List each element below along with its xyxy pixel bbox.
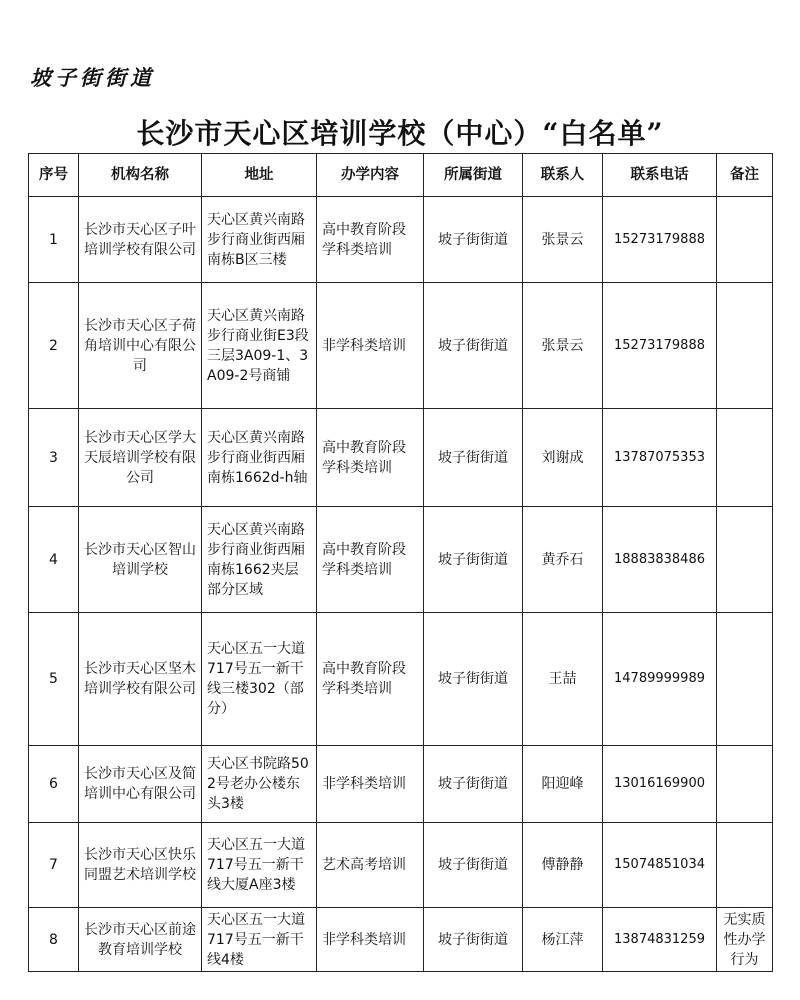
cell-note bbox=[717, 823, 773, 908]
cell-name: 长沙市天心区智山培训学校 bbox=[79, 507, 202, 613]
table-row bbox=[29, 823, 773, 908]
whitelist-table bbox=[28, 153, 773, 972]
cell-address: 天心区黄兴南路步行商业街E3段三层3A09-1、3A09-2号商铺 bbox=[202, 283, 317, 409]
handwritten-street-name: 坡子街街道 bbox=[30, 65, 155, 90]
cell-name: 长沙市天心区快乐同盟艺术培训学校 bbox=[79, 823, 202, 908]
cell-street: 坡子街街道 bbox=[424, 283, 523, 409]
header-row bbox=[29, 154, 773, 197]
cell-street: 坡子街街道 bbox=[424, 823, 523, 908]
table-row bbox=[29, 507, 773, 613]
cell-street: 坡子街街道 bbox=[424, 908, 523, 972]
table-row bbox=[29, 197, 773, 283]
cell-content: 非学科类培训 bbox=[317, 283, 424, 409]
cell-address: 天心区黄兴南路步行商业街西厢南栋1662d-h轴 bbox=[202, 409, 317, 507]
cell-note bbox=[717, 746, 773, 823]
cell-no: 8 bbox=[29, 908, 79, 972]
document-title: 长沙市天心区培训学校（中心）“白名单” bbox=[136, 117, 664, 150]
cell-name: 长沙市天心区坚木培训学校有限公司 bbox=[79, 613, 202, 746]
cell-phone: 15273179888 bbox=[603, 283, 717, 409]
col-header-contact: 联系人 bbox=[523, 154, 603, 197]
cell-phone: 13787075353 bbox=[603, 409, 717, 507]
cell-street: 坡子街街道 bbox=[424, 197, 523, 283]
col-header-content: 办学内容 bbox=[317, 154, 424, 197]
cell-address: 天心区五一大道717号五一新干线大厦A座3楼 bbox=[202, 823, 317, 908]
cell-contact: 刘谢成 bbox=[523, 409, 603, 507]
col-header-name: 机构名称 bbox=[79, 154, 202, 197]
cell-street: 坡子街街道 bbox=[424, 507, 523, 613]
table-row bbox=[29, 908, 773, 972]
cell-name: 长沙市天心区学大天辰培训学校有限公司 bbox=[79, 409, 202, 507]
cell-content: 高中教育阶段学科类培训 bbox=[317, 409, 424, 507]
col-header-address: 地址 bbox=[202, 154, 317, 197]
cell-content: 艺术高考培训 bbox=[317, 823, 424, 908]
cell-name: 长沙市天心区前途教育培训学校 bbox=[79, 908, 202, 972]
cell-name: 长沙市天心区子叶培训学校有限公司 bbox=[79, 197, 202, 283]
cell-contact: 黄乔石 bbox=[523, 507, 603, 613]
cell-content: 高中教育阶段学科类培训 bbox=[317, 197, 424, 283]
cell-address: 天心区五一大道717号五一新干线三楼302（部分） bbox=[202, 613, 317, 746]
col-header-note: 备注 bbox=[717, 154, 773, 197]
cell-contact: 杨江萍 bbox=[523, 908, 603, 972]
cell-no: 5 bbox=[29, 613, 79, 746]
cell-contact: 王喆 bbox=[523, 613, 603, 746]
cell-content: 高中教育阶段学科类培训 bbox=[317, 613, 424, 746]
cell-street: 坡子街街道 bbox=[424, 746, 523, 823]
cell-address: 天心区黄兴南路步行商业街西厢南栋1662夹层部分区域 bbox=[202, 507, 317, 613]
cell-phone: 15273179888 bbox=[603, 197, 717, 283]
cell-no: 4 bbox=[29, 507, 79, 613]
cell-note bbox=[717, 507, 773, 613]
cell-name: 长沙市天心区及简培训中心有限公司 bbox=[79, 746, 202, 823]
table-row bbox=[29, 746, 773, 823]
cell-street: 坡子街街道 bbox=[424, 613, 523, 746]
cell-phone: 14789999989 bbox=[603, 613, 717, 746]
cell-phone: 15074851034 bbox=[603, 823, 717, 908]
cell-street: 坡子街街道 bbox=[424, 409, 523, 507]
cell-content: 高中教育阶段学科类培训 bbox=[317, 507, 424, 613]
cell-contact: 张景云 bbox=[523, 197, 603, 283]
cell-note bbox=[717, 283, 773, 409]
cell-address: 天心区书院路502号老办公楼东头3楼 bbox=[202, 746, 317, 823]
cell-phone: 13874831259 bbox=[603, 908, 717, 972]
col-header-no: 序号 bbox=[29, 154, 79, 197]
cell-phone: 13016169900 bbox=[603, 746, 717, 823]
cell-address: 天心区五一大道717号五一新干线4楼 bbox=[202, 908, 317, 972]
cell-no: 2 bbox=[29, 283, 79, 409]
cell-contact: 张景云 bbox=[523, 283, 603, 409]
cell-contact: 阳迎峰 bbox=[523, 746, 603, 823]
cell-no: 7 bbox=[29, 823, 79, 908]
table-row bbox=[29, 613, 773, 746]
table-row bbox=[29, 409, 773, 507]
cell-name: 长沙市天心区子荷角培训中心有限公司 bbox=[79, 283, 202, 409]
cell-no: 6 bbox=[29, 746, 79, 823]
cell-address: 天心区黄兴南路步行商业街西厢南栋B区三楼 bbox=[202, 197, 317, 283]
cell-no: 1 bbox=[29, 197, 79, 283]
col-header-street: 所属街道 bbox=[424, 154, 523, 197]
cell-contact: 傅静静 bbox=[523, 823, 603, 908]
cell-note bbox=[717, 409, 773, 507]
cell-no: 3 bbox=[29, 409, 79, 507]
cell-note bbox=[717, 613, 773, 746]
cell-content: 非学科类培训 bbox=[317, 746, 424, 823]
cell-phone: 18883838486 bbox=[603, 507, 717, 613]
cell-note: 无实质性办学行为 bbox=[717, 908, 773, 972]
cell-note bbox=[717, 197, 773, 283]
cell-content: 非学科类培训 bbox=[317, 908, 424, 972]
col-header-phone: 联系电话 bbox=[603, 154, 717, 197]
table-row bbox=[29, 283, 773, 409]
